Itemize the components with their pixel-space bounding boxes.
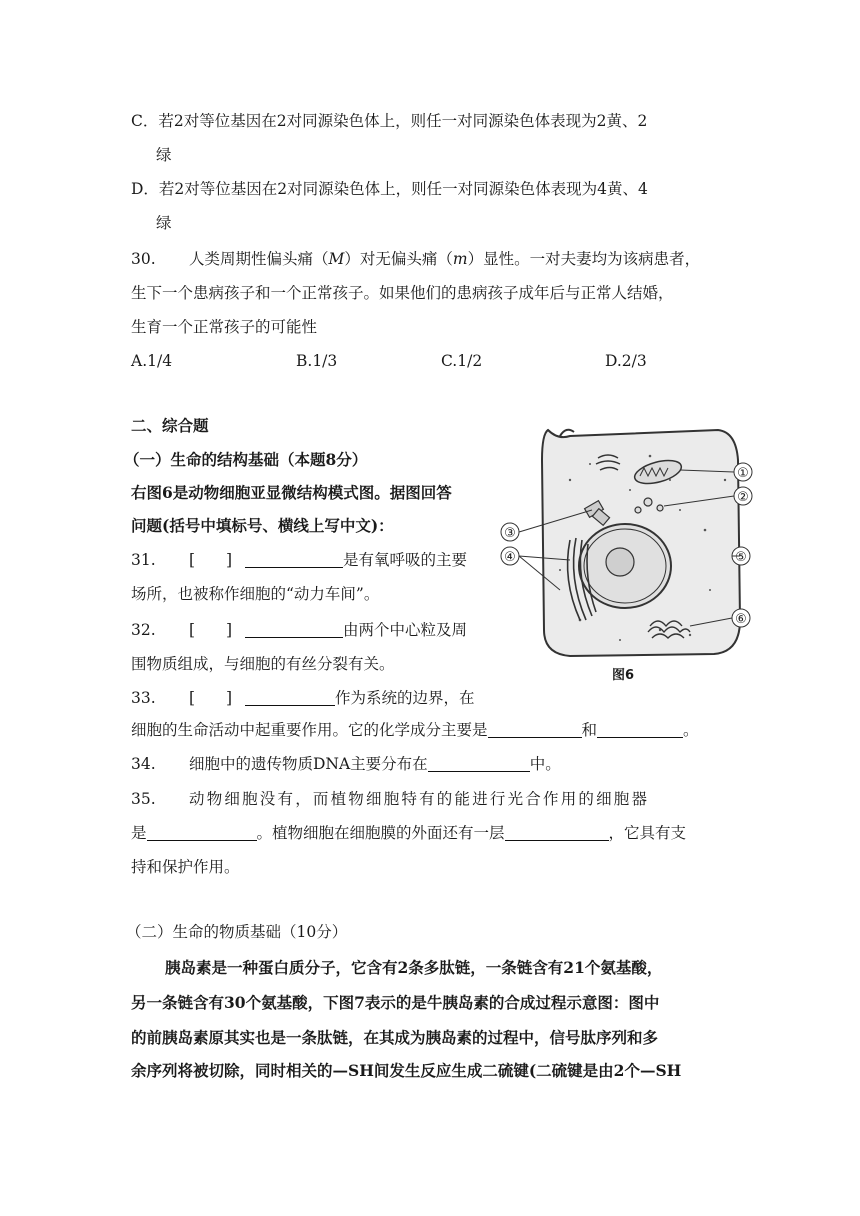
answer-blank[interactable] xyxy=(597,721,683,738)
paragraph-line4: 余序列将被切除，同时相关的—SH间发生反应生成二硫键(二硫键是由2个—SH xyxy=(131,1061,682,1080)
option-d-line2: 绿 xyxy=(156,214,172,232)
question-30-line2: 生下一个患病孩子和一个正常孩子。如果他们的患病孩子成年后与正常人结婚， xyxy=(131,284,674,302)
question-30-line1: 30. 人类周期性偏头痛（M）对无偏头痛（m）显性。一对夫妻均为该病患者， xyxy=(131,250,701,268)
question-32-line1: 32. [ ] 由两个中心粒及周 xyxy=(131,621,468,639)
label-1: ① xyxy=(737,466,749,481)
answer-option-b: B.1/3 xyxy=(296,352,338,370)
answer-blank[interactable] xyxy=(147,824,257,841)
question-31-line1: 31. [ ] 是有氧呼吸的主要 xyxy=(131,551,468,569)
paragraph-line3: 的前胰岛素原其实也是一条肽链，在其成为胰岛素的过程中，信号肽序列和多 xyxy=(131,1028,659,1047)
question-35-line2: 是 。植物细胞在细胞膜的外面还有一层 ，它具有支 xyxy=(131,824,687,842)
question-33-line2: 细胞的生命活动中起重要作用。它的化学成分主要是 和 。 xyxy=(131,721,699,739)
intro-line2: 问题(括号中填标号、横线上写中文)： xyxy=(131,516,394,535)
question-number: 30. xyxy=(131,250,156,268)
option-c-line2: 绿 xyxy=(156,146,172,164)
option-d-line1: D．若2对等位基因在2对同源染色体上，则任一对同源染色体表现为4黄、4 xyxy=(131,180,648,198)
question-35-line1: 35. 动物细胞没有，而植物细胞特有的能进行光合作用的细胞器 xyxy=(131,790,650,808)
subsection-heading-1: （一）生命的结构基础（本题8分） xyxy=(124,450,368,469)
answer-option-c: C.1/2 xyxy=(441,352,483,370)
intro-line1: 右图6是动物细胞亚显微结构模式图。据图回答 xyxy=(131,483,452,502)
question-31-line2: 场所，也被称作细胞的“动力车间”。 xyxy=(131,585,380,603)
paragraph-line1: 胰岛素是一种蛋白质分子，它含有2条多肽链，一条链含有21个氨基酸， xyxy=(165,958,663,977)
label-4: ④ xyxy=(504,550,516,565)
section-heading: 二、综合题 xyxy=(131,416,209,435)
answer-blank[interactable] xyxy=(428,755,530,772)
label-3: ③ xyxy=(504,526,516,541)
answer-blank[interactable] xyxy=(245,689,335,706)
option-c-line1: C．若2对等位基因在2对同源染色体上，则任一对同源染色体表现为2黄、2 xyxy=(131,112,648,130)
question-35-line3: 持和保护作用。 xyxy=(131,858,240,876)
paragraph-line2: 另一条链含有30个氨基酸，下图7表示的是牛胰岛素的合成过程示意图：图中 xyxy=(131,993,660,1012)
answer-blank[interactable] xyxy=(245,621,343,638)
question-33-line1: 33. [ ] 作为系统的边界，在 xyxy=(131,689,475,707)
question-32-line2: 围物质组成，与细胞的有丝分裂有关。 xyxy=(131,655,395,673)
question-30-line3: 生育一个正常孩子的可能性 xyxy=(131,318,318,336)
label-2: ② xyxy=(737,490,749,505)
answer-blank[interactable] xyxy=(505,824,609,841)
answer-blank[interactable] xyxy=(245,551,343,568)
label-5: ⑤ xyxy=(735,550,747,565)
answer-option-d: D.2/3 xyxy=(605,352,647,370)
figure-caption: 图6 xyxy=(612,668,635,683)
nucleus-icon xyxy=(579,524,671,608)
label-6: ⑥ xyxy=(735,612,747,627)
answer-blank[interactable] xyxy=(488,721,582,738)
answer-option-a: A.1/4 xyxy=(131,352,173,370)
subsection-heading-2: （二）生命的物质基础（10分） xyxy=(126,923,348,941)
question-34: 34. 细胞中的遗传物质DNA主要分布在 中。 xyxy=(131,755,561,773)
animal-cell-diagram xyxy=(500,420,762,682)
